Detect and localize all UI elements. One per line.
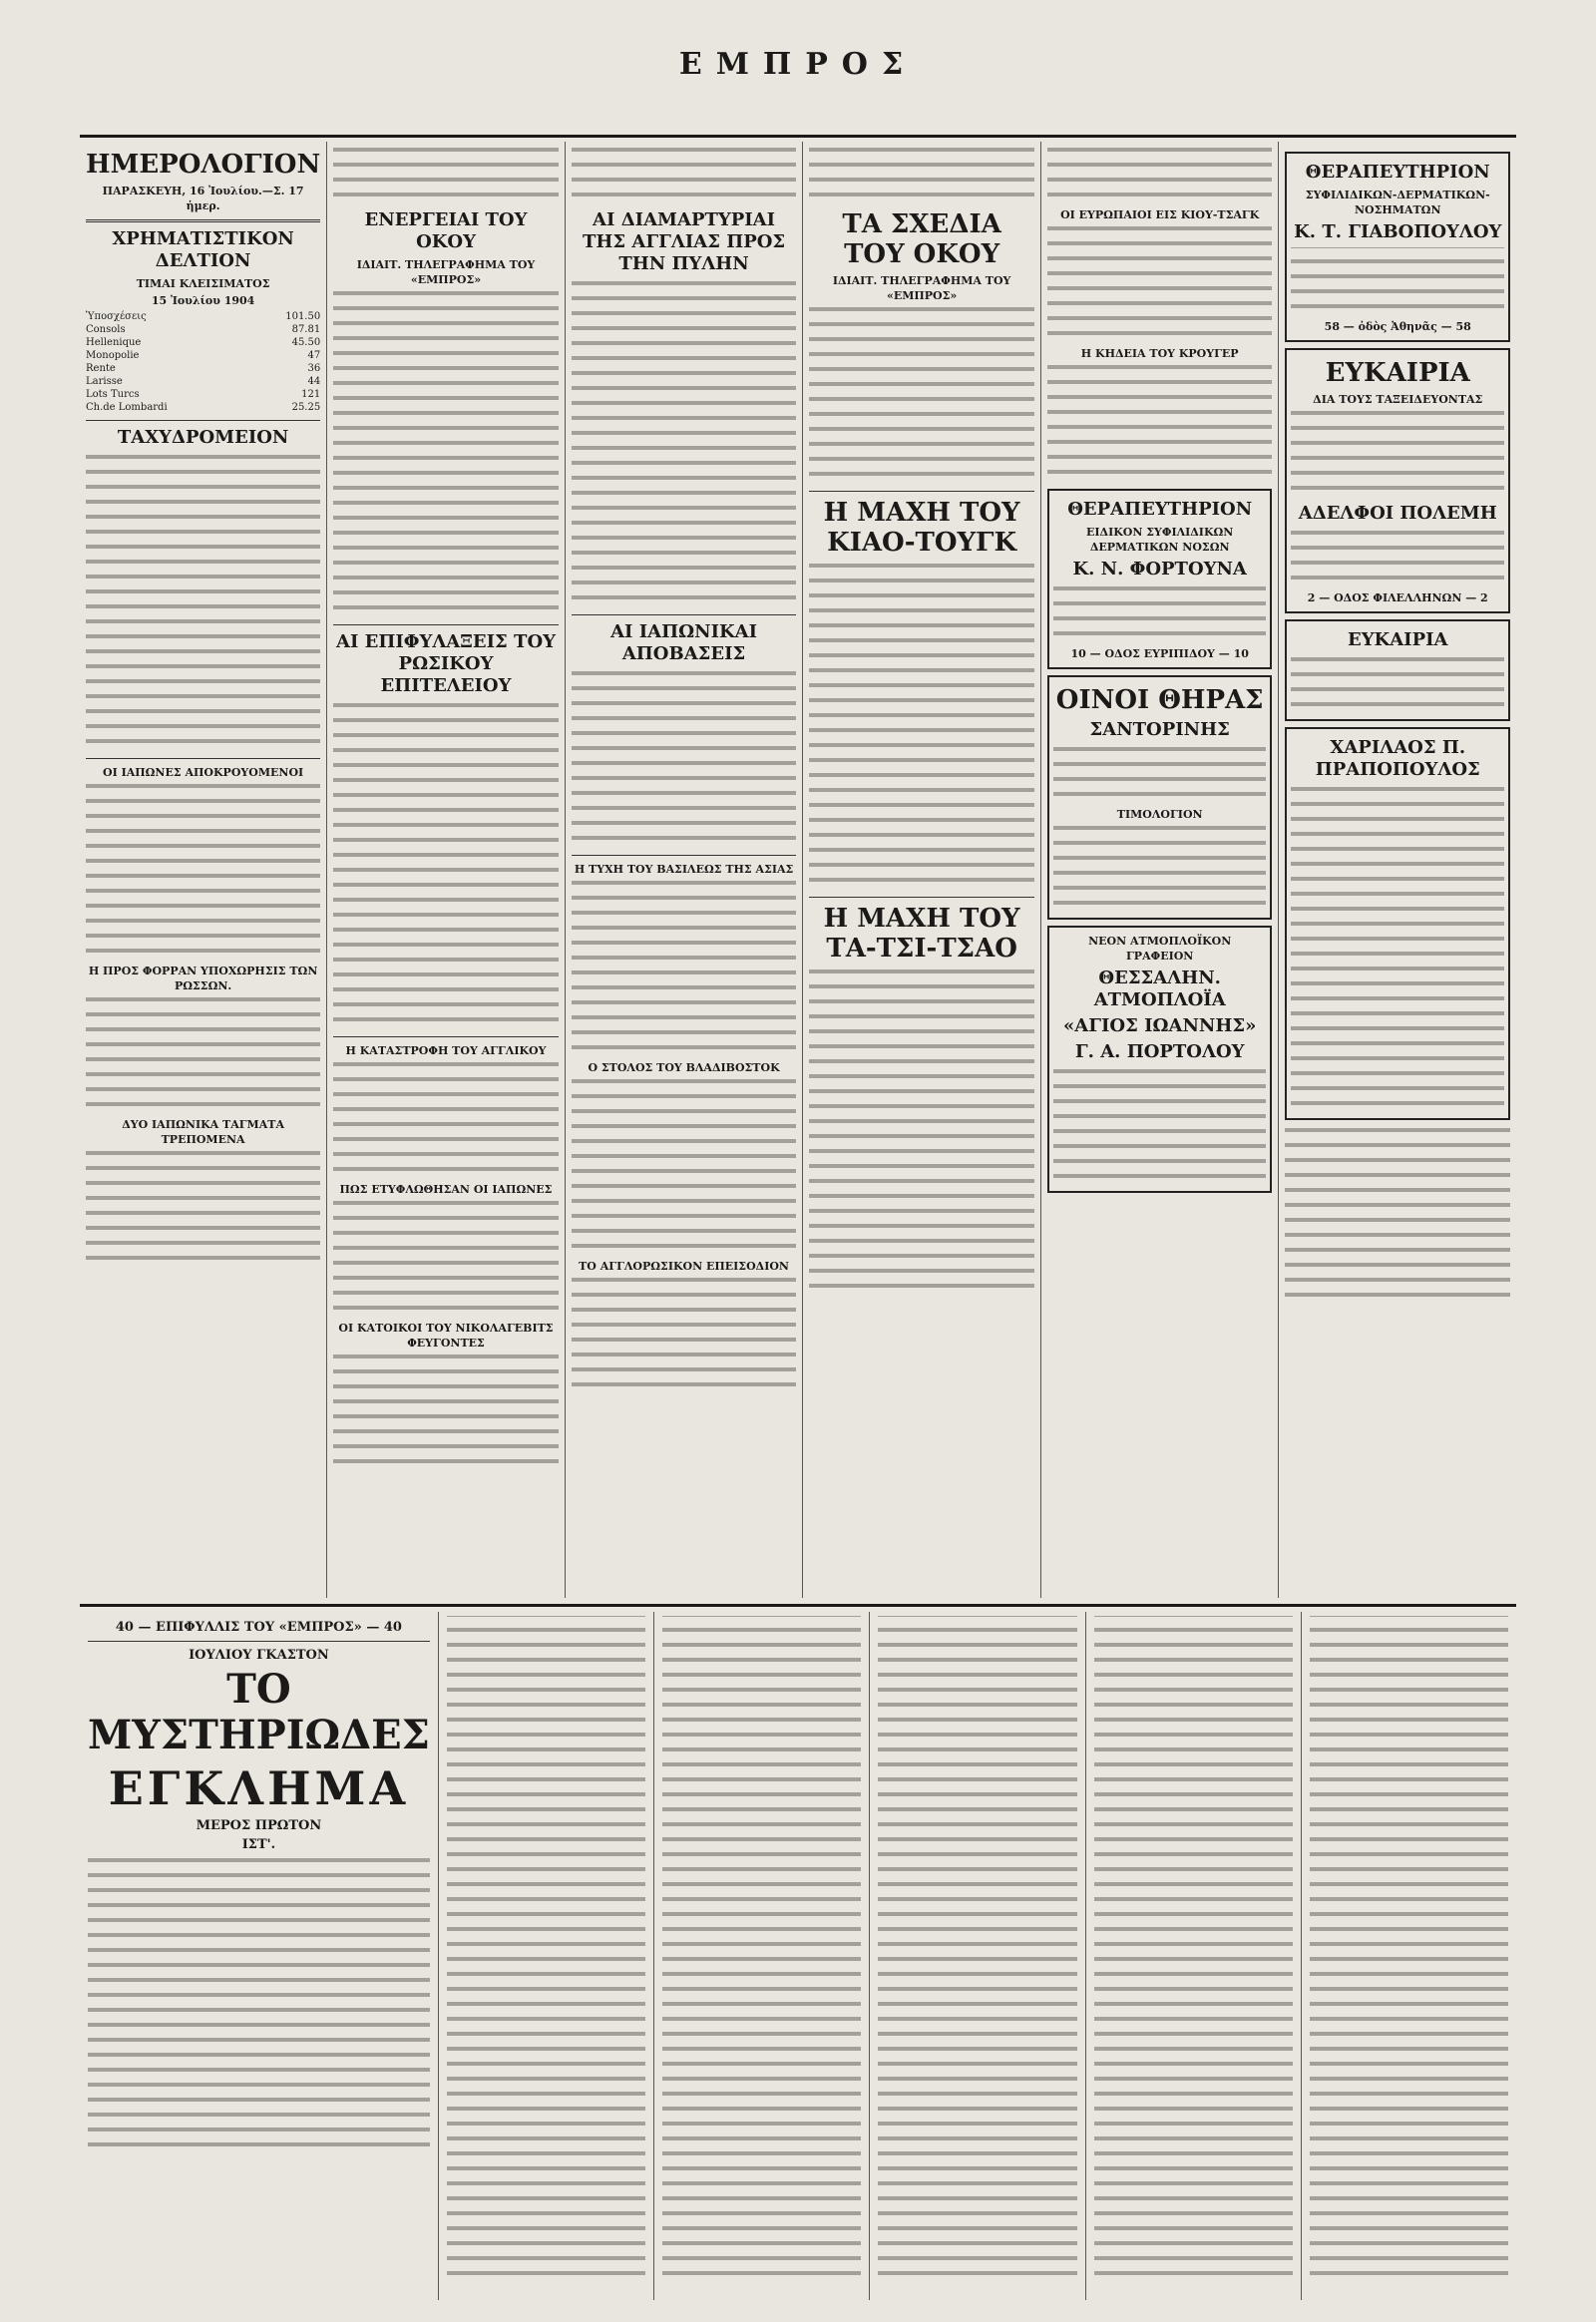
text-block xyxy=(572,146,797,205)
text-block xyxy=(88,1856,430,2155)
telegram-label: ΙΔΙΑΙΤ. ΤΗΛΕΓΡΑΦΗΜΑ ΤΟΥ «ΕΜΠΡΟΣ» xyxy=(356,258,536,286)
article-heading: Η ΜΑΧΗ ΤΟΥ ΚΙΑΟ-ΤΟΥΓΚ xyxy=(823,498,1020,558)
article-heading: ΕΝΕΡΓΕΙΑΙ ΤΟΥ ΟΚΟΥ xyxy=(364,209,528,252)
text-block xyxy=(572,279,797,608)
article-heading: ΠΩΣ ΕΤΥΦΛΩΘΗΣΑΝ ΟΙ ΙΑΠΩΝΕΣ xyxy=(339,1183,553,1196)
travel-advert: ΕΥΚΑΙΡΙΑ ΔΙΑ ΤΟΥΣ ΤΑΞΕΙΔΕΥΟΝΤΑΣ ΑΔΕΛΦΟΙ ΠΟΛΕΜΗ 2 — ΟΔΟΣ ΦΙΛΕΛΛΗΝΩΝ — 2 xyxy=(1285,348,1510,613)
article-heading: Η ΜΑΧΗ ΤΟΥ ΤΑ-ΤΣΙ-ΤΣΑΟ xyxy=(823,904,1020,964)
text-block xyxy=(86,782,320,962)
text-block xyxy=(809,305,1034,485)
rate-row: Larisse 44 xyxy=(86,376,321,387)
opportunity-advert: ΕΥΚΑΙΡΙΑ xyxy=(1285,619,1510,721)
feuilleton-part: ΜΕΡΟΣ ΠΡΩΤΟΝ xyxy=(196,1818,322,1833)
clinic-advert: ΘΕΡΑΠΕΥΤΗΡΙΟΝ ΣΥΦΙΛΙΔΙΚΩΝ-ΔΕΡΜΑΤΙΚΩΝ-ΝΟΣΗΜΑΤΩΝ Κ. Τ. ΓΙΑΒΟΠΟΥΛΟΥ 58 — ὁδὸς Ἀθηνᾶς — 58 xyxy=(1285,152,1510,342)
text-block xyxy=(333,1199,559,1319)
newspaper-title: ΕΜΠΡΟΣ xyxy=(678,47,918,82)
article-heading: ΟΙ ΚΑΤΟΙΚΟΙ ΤΟΥ ΝΙΚΟΛΑΓΕΒΙΤΣ ΦΕΥΓΟΝΤΕΣ xyxy=(338,1322,554,1350)
rate-row: Rente 36 xyxy=(86,363,321,374)
text-block xyxy=(572,669,797,849)
top-rule xyxy=(80,135,1516,138)
text-block xyxy=(572,1077,797,1257)
text-block xyxy=(86,453,320,573)
feuilleton-column xyxy=(1302,1612,1516,2300)
rate-row: Ch.de Lombardi 25.25 xyxy=(86,402,321,413)
masthead xyxy=(0,0,1596,130)
column-3 xyxy=(566,142,804,1598)
clinic-advert: ΘΕΡΑΠΕΥΤΗΡΙΟΝ ΕΙΔΙΚΟΝ ΣΥΦΙΛΙΔΙΚΩΝ ΔΕΡΜΑΤΙΚΩΝ ΝΟΣΩΝ Κ. Ν. ΦΟΡΤΟΥΝΑ 10 — ΟΔΟΣ ΕΥΡΙΠΙΔΟΥ — 10 xyxy=(1047,489,1273,669)
finance-heading: ΧΡΗΜΑΤΙΣΤΙΚΟΝ ΔΕΛΤΙΟΝ xyxy=(112,228,294,271)
text-block xyxy=(809,146,1034,205)
text-block xyxy=(86,573,320,752)
feuilleton-author: ΙΟΥΛΙΟΥ ΓΚΑΣΤΟΝ xyxy=(189,1648,329,1663)
text-block xyxy=(333,1060,559,1180)
article-heading: Ο ΣΤΟΛΟΣ ΤΟΥ ΒΛΑΔΙΒΟΣΤΟΚ xyxy=(588,1061,780,1074)
wine-advert: ΟΙΝΟΙ ΘΗΡΑΣ ΣΑΝΤΟΡΙΝΗΣ ΤΙΜΟΛΟΓΙΟΝ xyxy=(1047,675,1273,920)
text-block xyxy=(809,562,1034,891)
column-6 xyxy=(1279,142,1516,1598)
article-heading: Η ΚΗΔΕΙΑ ΤΟΥ ΚΡΟΥΓΕΡ xyxy=(1080,347,1239,360)
article-heading: ΑΙ ΕΠΙΦΥΛΑΞΕΙΣ ΤΟΥ ΡΩΣΙΚΟΥ ΕΠΙΤΕΛΕΙΟΥ xyxy=(336,631,556,696)
article-heading: Η ΤΥΧΗ ΤΟΥ ΒΑΣΙΛΕΩΣ ΤΗΣ ΑΣΙΑΣ xyxy=(574,863,794,876)
column-4 xyxy=(803,142,1041,1598)
article-heading: ΑΙ ΙΑΠΩΝΙΚΑΙ ΑΠΟΒΑΣΕΙΣ xyxy=(610,621,758,664)
rates-table xyxy=(86,310,320,414)
calendar-heading: ΗΜΕΡΟΛΟΓΙΟΝ xyxy=(86,150,321,180)
text-block xyxy=(572,1276,797,1395)
post-heading: ΤΑΧΥΔΡΟΜΕΙΟΝ xyxy=(117,427,289,448)
middle-rule xyxy=(80,1604,1516,1607)
rate-row: Hellenique 45.50 xyxy=(86,337,321,348)
feuilleton-column xyxy=(870,1612,1085,2300)
article-heading: ΔΥΟ ΙΑΠΩΝΙΚΑ ΤΑΓΜΑΤΑ ΤΡΕΠΟΜΕΝΑ xyxy=(122,1118,284,1146)
text-block xyxy=(809,968,1034,1297)
feuilleton-title: ΤΟ ΜΥΣΤΗΡΙΩΔΕΣ xyxy=(88,1666,430,1758)
feuilleton-title-2: ΕΓΚΛΗΜΑ xyxy=(108,1761,410,1815)
article-heading: ΟΙ ΕΥΡΩΠΑΙΟΙ ΕΙΣ ΚΙΟΥ-ΤΣΑΓΚ xyxy=(1060,208,1260,221)
text-block xyxy=(1285,1126,1510,1306)
article-heading: ΤΑ ΣΧΕΔΙΑ ΤΟΥ ΟΚΟΥ xyxy=(842,209,1001,269)
feuilleton-column xyxy=(654,1612,870,2300)
text-block xyxy=(86,995,320,1115)
article-heading: ΤΟ ΑΓΓΛΟΡΩΣΙΚΟΝ ΕΠΕΙΣΟΔΙΟΝ xyxy=(579,1260,789,1273)
finance-date: 15 Ἰουλίου 1904 xyxy=(151,294,255,307)
feuilleton-column xyxy=(439,1612,654,2300)
rate-row: Lots Turcs 121 xyxy=(86,389,321,400)
article-heading: Η ΚΑΤΑΣΤΡΟΦΗ ΤΟΥ ΑΓΓΛΙΚΟΥ xyxy=(345,1044,547,1057)
telegram-label: ΙΔΙΑΙΤ. ΤΗΛΕΓΡΑΦΗΜΑ ΤΟΥ «ΕΜΠΡΟΣ» xyxy=(832,274,1011,302)
column-1 xyxy=(80,142,327,1598)
text-block xyxy=(572,879,797,1058)
rate-row: Consols 87.81 xyxy=(86,324,321,335)
feuilleton-chapter: ΙΣΤ'. xyxy=(241,1837,276,1852)
rate-row: Monopolie 47 xyxy=(86,350,321,361)
article-heading: ΑΙ ΔΙΑΜΑΡΤΥΡΙΑΙ ΤΗΣ ΑΓΓΛΙΑΣ ΠΡΟΣ ΤΗΝ ΠΥΛΗΝ xyxy=(582,209,786,274)
upper-columns xyxy=(80,142,1516,1598)
feuilleton-column xyxy=(1086,1612,1302,2300)
shipping-advert: ΝΕΟΝ ΑΤΜΟΠΛΟΪΚΟΝ ΓΡΑΦΕΙΟΝ ΘΕΣΣΑΛΗΝ. ΑΤΜΟΠΛΟΪΑ «ΑΓΙΟΣ ΙΩΑΝΝΗΣ» Γ. Α. ΠΟΡΤΟΛΟΥ xyxy=(1047,926,1273,1193)
feuilleton-label: 40 — ΕΠΙΦΥΛΛΙΣ ΤΟΥ «ΕΜΠΡΟΣ» — 40 xyxy=(115,1620,402,1635)
text-block xyxy=(333,146,559,205)
feuilleton-section xyxy=(80,1612,1516,2300)
doctor-advert: ΧΑΡΙΛΑΟΣ Π. ΠΡΑΠΟΠΟΥΛΟΣ xyxy=(1285,727,1510,1120)
text-block xyxy=(333,289,559,618)
text-block xyxy=(1047,146,1273,205)
article-heading: Η ΠΡΟΣ ΦΟΡΡΑΝ ΥΠΟΧΩΡΗΣΙΣ ΤΩΝ ΡΩΣΣΩΝ. xyxy=(88,965,318,992)
text-block xyxy=(1047,224,1273,344)
article-heading: ΟΙ ΙΑΠΩΝΕΣ ΑΠΟΚΡΟΥΟΜΕΝΟΙ xyxy=(103,766,304,779)
column-2 xyxy=(327,142,566,1598)
calendar-date: ΠΑΡΑΣΚΕΥΗ, 16 Ἰουλίου.—Σ. 17 ἡμερ. xyxy=(102,185,304,212)
text-block xyxy=(333,1353,559,1472)
text-block xyxy=(1047,363,1273,483)
text-block xyxy=(86,1149,320,1269)
column-5 xyxy=(1041,142,1280,1598)
feuilleton-title-column xyxy=(80,1612,439,2300)
text-block xyxy=(333,701,559,1030)
finance-subheading: ΤΙΜΑΙ ΚΛΕΙΣΙΜΑΤΟΣ xyxy=(136,277,270,290)
rate-row: Ὑποσχέσεις 101.50 xyxy=(86,311,321,322)
